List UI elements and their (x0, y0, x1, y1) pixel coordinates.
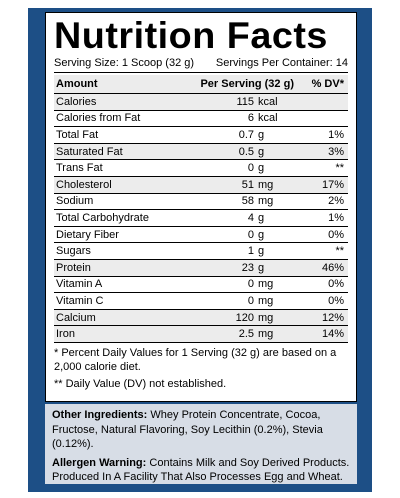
nutrient-dv: 0% (328, 294, 344, 307)
nutrient-dv: 17% (321, 178, 344, 191)
nutrient-amount: 2.5 (238, 328, 254, 341)
serving-info (54, 56, 348, 73)
nutrient-name: Calories (56, 95, 97, 108)
nutrient-amount: 23 (241, 261, 254, 274)
nutrient-dv: ** (335, 245, 344, 258)
table-row (54, 111, 348, 128)
nutrient-amount: 4 (247, 211, 254, 224)
table-row (54, 177, 348, 194)
table-row (54, 326, 348, 343)
table-row (54, 210, 348, 227)
header-amount: Amount (56, 78, 98, 90)
nutrient-unit: mg (258, 178, 274, 191)
ingredients-label: Other Ingredients: (52, 409, 148, 421)
nutrient-amount: 58 (241, 195, 254, 208)
table-row (54, 227, 348, 244)
nutrient-amount: 120 (235, 311, 254, 324)
table-row (54, 277, 348, 294)
table-row (54, 160, 348, 177)
nutrient-unit: kcal (258, 95, 278, 108)
allergen-paragraph (52, 456, 350, 485)
nutrient-unit: g (258, 162, 265, 175)
nutrient-name: Protein (56, 261, 91, 274)
table-row (54, 260, 348, 277)
ingredients-panel (45, 404, 357, 484)
nutrient-unit: mg (258, 278, 274, 291)
nutrient-name: Sugars (56, 245, 91, 258)
nutrient-amount: 6 (247, 112, 254, 125)
nutrient-unit: g (258, 145, 265, 158)
header-per-serving: Per Serving (32 g) (200, 78, 294, 90)
nutrient-unit: mg (258, 294, 274, 307)
nutrient-name: Trans Fat (56, 162, 103, 175)
nutrient-name: Cholesterol (56, 178, 112, 191)
nutrient-table (54, 94, 348, 343)
nutrient-name: Sodium (56, 195, 94, 208)
footnotes (54, 346, 348, 392)
table-row (54, 94, 348, 111)
nutrient-amount: 115 (236, 95, 254, 108)
allergen-text: Contains Milk and Soy Derived Products. Produced In A Facility That Also Processes Egg and Wheat. (52, 456, 350, 484)
nutrient-dv: 2% (328, 195, 344, 208)
nutrient-name: Total Fat (56, 128, 99, 141)
table-row (54, 127, 348, 144)
nutrient-unit: g (258, 128, 265, 141)
servings-per-container: Servings Per Container: 14 (215, 57, 348, 69)
nutrient-amount: 0.7 (238, 128, 254, 141)
ingredients-paragraph (52, 408, 350, 452)
nutrient-unit: mg (258, 195, 274, 208)
nutrient-dv: 3% (328, 145, 344, 158)
nutrient-unit: g (258, 228, 265, 241)
table-row (54, 293, 348, 310)
ingredients-text: Whey Protein Concentrate, Cocoa, Fructose, Natural Flavoring, Soy Lecithin (0.2%), Stevia (0.12%). (52, 409, 323, 451)
nutrient-dv: 12% (321, 311, 344, 324)
nutrient-name: Iron (56, 328, 75, 341)
nutrient-dv: ** (335, 162, 344, 175)
nutrient-amount: 0 (247, 162, 254, 175)
nutrient-dv: 1% (328, 211, 344, 224)
allergen-label: Allergen Warning: (52, 456, 147, 469)
nutrient-amount: 1 (247, 245, 254, 258)
nutrient-amount: 0.5 (238, 145, 254, 158)
nutrient-unit: g (258, 211, 265, 224)
header-dv: % DV* (311, 78, 344, 90)
nutrient-dv: 1% (328, 128, 344, 141)
nutrient-name: Vitamin C (56, 294, 104, 307)
nutrient-unit: mg (258, 328, 274, 341)
nutrient-name: Vitamin A (56, 278, 103, 291)
nutrient-dv: 0% (328, 228, 344, 241)
footnote-not-established: ** Daily Value (DV) not established. (54, 377, 227, 390)
nutrient-name: Calcium (56, 311, 96, 324)
nutrient-unit: g (258, 245, 265, 258)
table-header (54, 75, 348, 94)
nutrient-amount: 0 (247, 228, 254, 241)
nutrient-dv: 46% (321, 261, 344, 274)
table-row (54, 194, 348, 211)
footnote-dv-basis: * Percent Daily Values for 1 Serving (32 g) are based on a 2,000 calorie diet. (54, 346, 337, 374)
nutrient-name: Saturated Fat (56, 145, 123, 158)
nutrient-amount: 0 (247, 294, 254, 307)
nutrient-unit: mg (258, 311, 274, 324)
nutrient-name: Calories from Fat (56, 112, 141, 125)
nutrient-amount: 51 (241, 178, 254, 191)
nutrient-dv: 14% (321, 328, 344, 341)
serving-size: Serving Size: 1 Scoop (32 g) (54, 57, 195, 69)
nutrient-unit: g (258, 261, 265, 274)
table-row (54, 243, 348, 260)
nutrient-name: Total Carbohydrate (56, 211, 149, 224)
nutrient-dv: 0% (328, 278, 344, 291)
label-title: Nutrition Facts (54, 15, 328, 56)
nutrient-name: Dietary Fiber (56, 228, 119, 241)
nutrient-unit: kcal (258, 112, 278, 125)
table-row (54, 144, 348, 161)
nutrient-amount: 0 (247, 278, 254, 291)
nutrition-label (45, 12, 357, 402)
table-row (54, 310, 348, 327)
